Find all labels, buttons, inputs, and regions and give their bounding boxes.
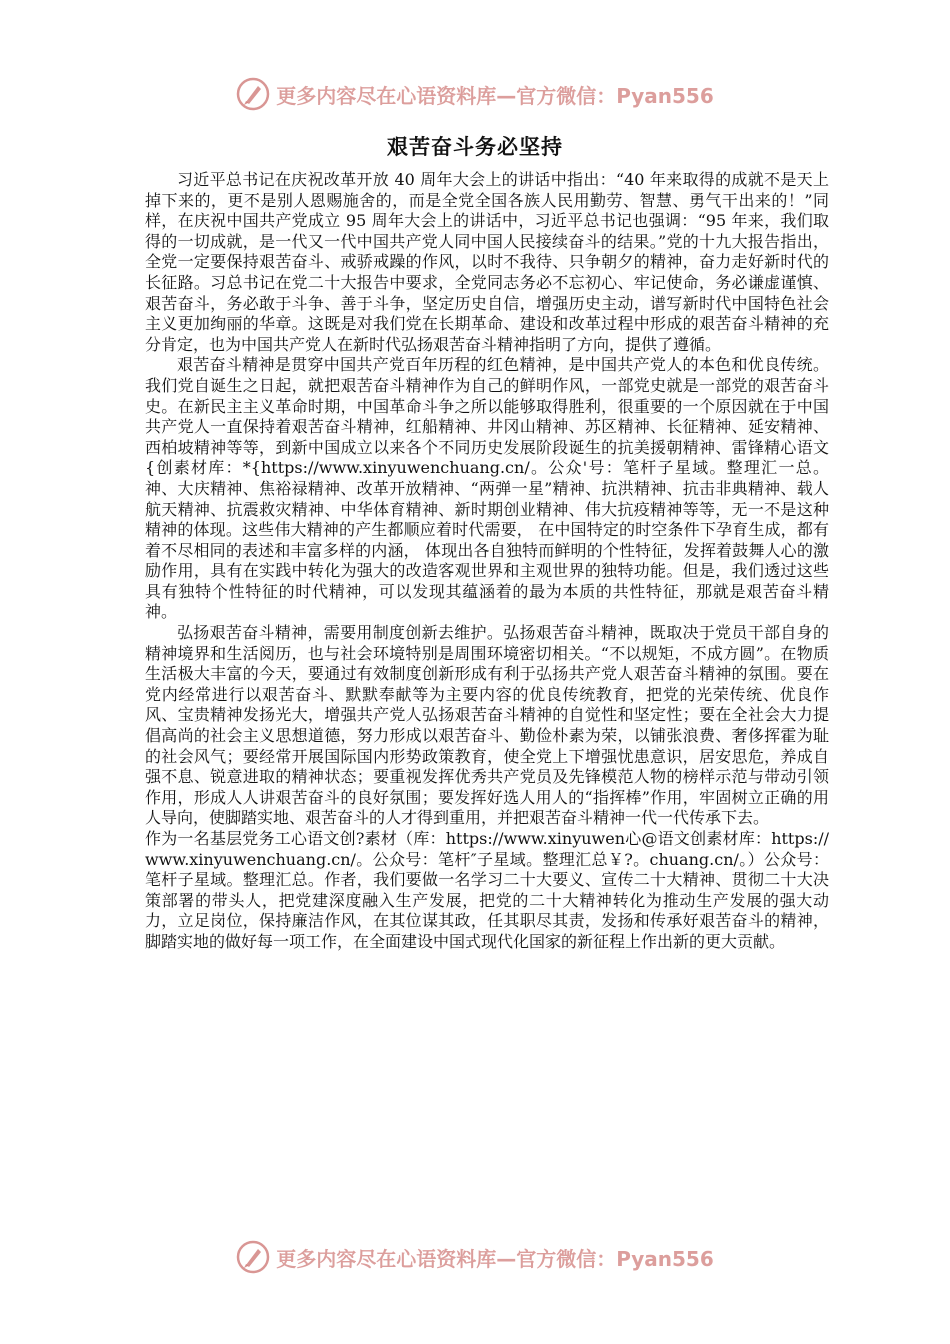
watermark-text: 更多内容尽在心语资料库—官方微信：Pyan556	[276, 83, 714, 108]
paragraph-4: 作为一名基层党务工心语文创?素材（库：https://www.xinyuwen心@语文创素材库：https://www.xinyuwenchuang.cn/。公众号：笔杆″子星域。整理汇总￥?。chuang.cn/。）公众号：笔杆子星域。整理汇总。作者，我们要做一名学习二十大要义、宣传二十大精神、贯彻二十大决策部署的带头人，把党建深度融入生产发展，把党的二十大精神转化为推动生产发展的强大动力，立足岗位，保持廉洁作风，在其位谋其政，任其职尽其责，发扬和传承好艰苦奋斗的精神，脚踏实地的做好每一项工作，在全面建设中国式现代化国家的新征程上作出新的更大贡献。	[145, 829, 829, 951]
pen-logo-icon	[236, 1240, 270, 1274]
paragraph-3: 弘扬艰苦奋斗精神，需要用制度创新去维护。弘扬艰苦奋斗精神，既取决于党员干部自身的精神境界和生活阅历，也与社会环境特别是周围环境密切相关。“不以规矩，不成方圆”。在物质生活极大丰富的今天，要通过有效制度创新形成有利于弘扬共产党人艰苦奋斗精神的氛围。要在党内经常进行以艰苦奋斗、默默奉献等为主要内容的优良传统教育，把党的光荣传统、优良作风、宝贵精神发扬光大，增强共产党人弘扬艰苦奋斗精神的自觉性和坚定性；要在全社会大力提倡高尚的社会主义思想道德，努力形成以艰苦奋斗、勤俭朴素为荣，以铺张浪费、奢侈挥霍为耻的社会风气；要经常开展国际国内形势政策教育，使全党上下增强忧患意识，居安思危，养成自强不息、锐意进取的精神状态；要重视发挥优秀共产党员及先锋模范人物的榜样示范与带动引领作用，形成人人讲艰苦奋斗的良好氛围；要发挥好选人用人的“指挥棒”作用，牢固树立正确的用人导向，使脚踏实地、艰苦奋斗的人才得到重用，并把艰苦奋斗精神一代一代传承下去。	[145, 623, 829, 828]
document-title: 艰苦奋斗务必坚持	[387, 134, 563, 159]
footer-watermark	[0, 1237, 950, 1277]
paragraph-2: 艰苦奋斗精神是贯穿中国共产党百年历程的红色精神，是中国共产党人的本色和优良传统。我们党自诞生之日起，就把艰苦奋斗精神作为自己的鲜明作风，一部党史就是一部党的艰苦奋斗史。在新民主主义革命时期，中国革命斗争之所以能够取得胜利，很重要的一个原因就在于中国共产党人一直保持着艰苦奋斗精神，红船精神、井冈山精神、苏区精神、长征精神、延安精神、西柏坡精神等等，到新中国成立以来各个不同历史发展阶段诞生的抗美援朝精神、雷锋精心语文{创素材库：*{https://www.xinyuwenchuang.cn/。公众'号：笔杆子星域。整理汇一总。神、大庆精神、焦裕禄精神、改革开放精神、“两弹一星”精神、抗洪精神、抗击非典精神、载人航天精神、抗震救灾精神、中华体育精神、新时期创业精神、伟大抗疫精神等等，无一不是这种精神的体现。这些伟大精神的产生都顺应着时代需要， 在中国特定的时空条件下孕育生成，都有着不尽相同的表述和丰富多样的内涵， 体现出各自独特而鲜明的个性特征，发挥着鼓舞人心的激励作用，具有在实践中转化为强大的改造客观世界和主观世界的独特功能。但是，我们透过这些具有独特个性特征的时代精神，可以发现其蕴涵着的最为本质的共性特征，那就是艰苦奋斗精神。	[145, 355, 829, 622]
pen-logo-icon	[236, 77, 270, 111]
paragraph-1: 习近平总书记在庆祝改革开放 40 周年大会上的讲话中指出：“40 年来取得的成就不是天上掉下来的，更不是别人恩赐施舍的，而是全党全国各族人民用勤劳、智慧、勇气干出来的！”同样，在庆祝中国共产党成立 95 周年大会上的讲话中，习近平总书记也强调：“95 年来，我们取得的一切成就，是一代又一代中国共产党人同中国人民接续奋斗的结果。”党的十九大报告指出，全党一定要保持艰苦奋斗、戒骄戒躁的作风，以时不我待、只争朝夕的精神，奋力走好新时代的长征路。习总书记在党二十大报告中要求，全党同志务必不忘初心、牢记使命，务必谦虚谨慎、艰苦奋斗，务必敢于斗争、善于斗争，坚定历史自信，增强历史主动，谱写新时代中国特色社会主义更加绚丽的华章。这既是对我们党在长期革命、建设和改革过程中形成的艰苦奋斗精神的充分肯定，也为中国共产党人在新时代弘扬艰苦奋斗精神指明了方向，提供了遵循。	[145, 170, 829, 354]
header-watermark	[0, 74, 950, 114]
document-body	[145, 170, 829, 953]
watermark-text: 更多内容尽在心语资料库—官方微信：Pyan556	[276, 1246, 714, 1271]
